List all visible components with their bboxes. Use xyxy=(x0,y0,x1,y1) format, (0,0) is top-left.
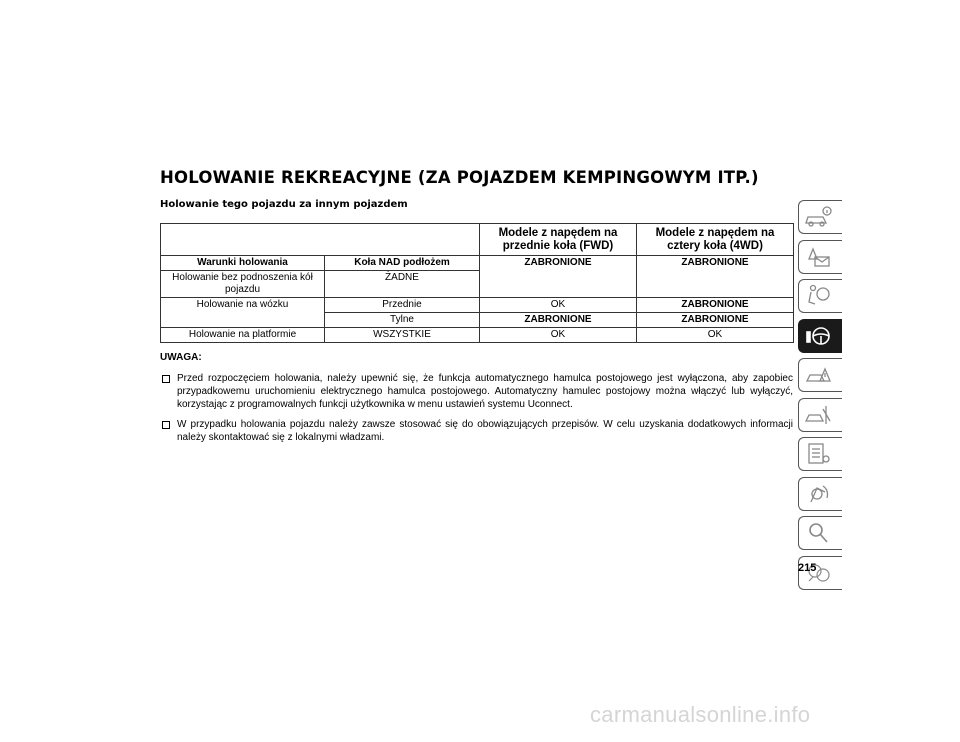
table-header-blank xyxy=(161,224,480,256)
service-icon xyxy=(803,401,833,429)
search-icon xyxy=(803,519,833,547)
row1-fwd: ZABRONIONE xyxy=(480,256,637,298)
emergency-icon xyxy=(803,361,833,389)
table-header-row-2 xyxy=(161,256,794,271)
note-heading: UWAGA: xyxy=(160,352,202,363)
watermark: carmanualsonline.info xyxy=(590,702,811,727)
row1-condition: Holowanie bez podnoszenia kół pojazdu xyxy=(161,271,325,298)
bullet-square-icon xyxy=(162,421,170,429)
row4-fwd: OK xyxy=(480,328,637,343)
table-row xyxy=(161,298,794,313)
note-bullet xyxy=(160,418,793,444)
tab-index-list[interactable] xyxy=(798,437,842,471)
row2-awd: ZABRONIONE xyxy=(637,298,794,313)
note-bullet-text: W przypadku holowania pojazdu należy zawsze stosować się do obowiązujących przepisów. W celu uzyskania dodatkowych informacji należy skontaktować się z lokalnymi władzami. xyxy=(177,419,793,443)
tab-multimedia[interactable] xyxy=(798,477,842,511)
index-list-icon xyxy=(803,440,833,468)
row3-wheels: Tylne xyxy=(325,313,480,328)
fwd-header: Modele z napędem na przednie koła (FWD) xyxy=(480,224,637,256)
tab-emergency[interactable] xyxy=(798,358,842,392)
car-info-icon xyxy=(803,203,833,231)
tab-search[interactable] xyxy=(798,516,842,550)
tab-steering[interactable] xyxy=(798,319,842,353)
row2-wheels: Przednie xyxy=(325,298,480,313)
chapter-tabs xyxy=(798,200,842,595)
tab-car-info[interactable] xyxy=(798,200,842,234)
towing-table xyxy=(160,223,794,343)
row4-awd: OK xyxy=(637,328,794,343)
section-subtitle: Holowanie tego pojazdu za innym pojazdem xyxy=(160,199,408,210)
row2-fwd: OK xyxy=(480,298,637,313)
col-header-wheels: Koła NAD podłożem xyxy=(325,256,480,271)
row1-wheels: ŻADNE xyxy=(325,271,480,298)
page-number: 215 xyxy=(798,562,817,574)
airbag-icon xyxy=(803,282,833,310)
row1-awd: ZABRONIONE xyxy=(637,256,794,298)
page-title: HOLOWANIE REKREACYJNE (ZA POJAZDEM KEMPINGOWYM ITP.) xyxy=(160,168,759,187)
tab-airbag[interactable] xyxy=(798,279,842,313)
multimedia-icon xyxy=(803,480,833,508)
col-header-conditions: Warunki holowania xyxy=(161,256,325,271)
mail-warning-icon xyxy=(803,243,833,271)
row4-wheels: WSZYSTKIE xyxy=(325,328,480,343)
row4-condition: Holowanie na platformie xyxy=(161,328,325,343)
row3-awd: ZABRONIONE xyxy=(637,313,794,328)
note-bullet-text: Przed rozpoczęciem holowania, należy upewnić się, że funkcja automatycznego hamulca postojowego jest wyłączona, aby zapobiec przypadkowemu uruchomieniu elektrycznego hamulca postojowego. Automatyczny hamulec postojowy można włączyć lub wyłączyć, korzystając z programowalnych funkcji użytkownika w menu ustawień systemu Uconnect. xyxy=(177,373,793,410)
bullet-square-icon xyxy=(162,375,170,383)
row3-fwd: ZABRONIONE xyxy=(480,313,637,328)
tab-service[interactable] xyxy=(798,398,842,432)
tab-mail-warning[interactable] xyxy=(798,240,842,274)
table-header-row-1 xyxy=(161,224,794,256)
table-row xyxy=(161,328,794,343)
note-bullet xyxy=(160,372,793,411)
awd-header: Modele z napędem na cztery koła (4WD) xyxy=(637,224,794,256)
steering-wheel-icon xyxy=(803,322,833,350)
row2-condition: Holowanie na wózku xyxy=(161,298,325,328)
